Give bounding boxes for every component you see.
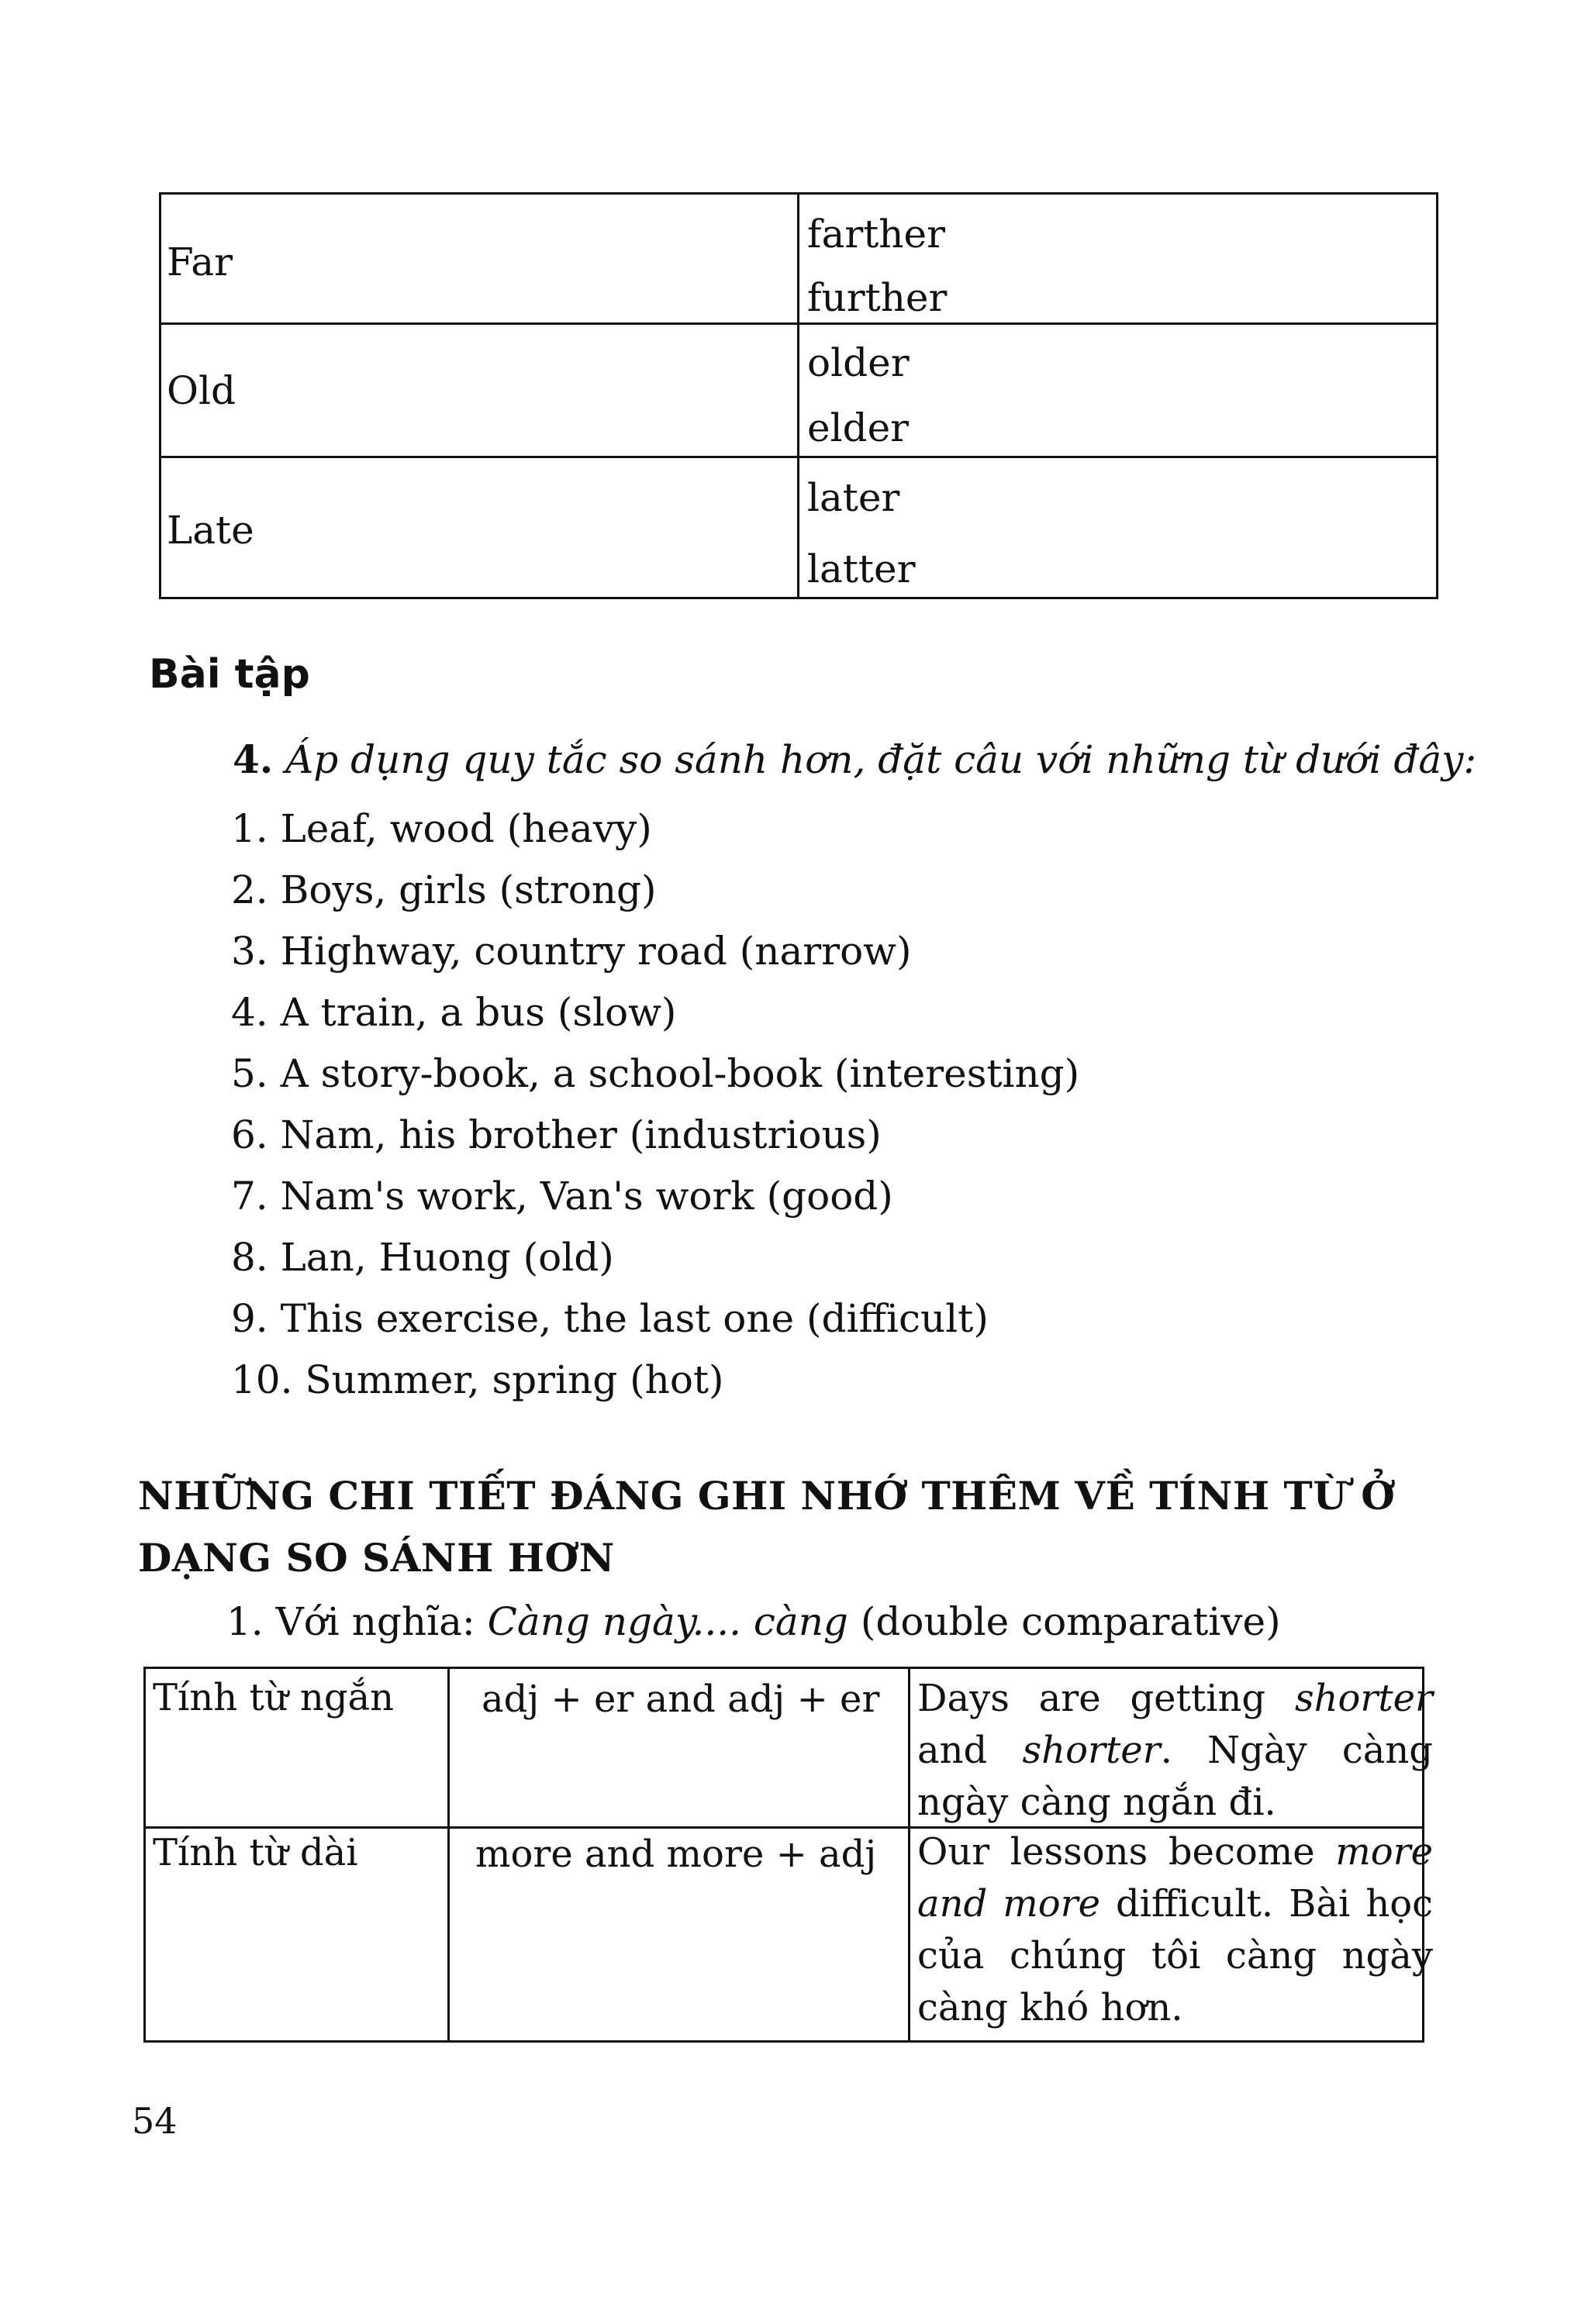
list-item: 8. Lan, Huong (old)	[231, 1235, 614, 1280]
example-emphasis: more and more	[917, 1830, 1433, 1926]
table-rule	[143, 1667, 1424, 1669]
meaning-line	[226, 1597, 1281, 1646]
page-number: 54	[132, 2100, 178, 2142]
double-comparative-table	[143, 1667, 1434, 2046]
list-item: 9. This exercise, the last one (difficult)	[231, 1296, 989, 1341]
table-rule	[143, 1667, 146, 2043]
exercise-heading: Bài tập	[149, 651, 310, 698]
table-rule	[1436, 192, 1438, 599]
irregular-comparatives-table	[159, 192, 1438, 603]
example-text: difficult. Bài học của chúng tôi càng ngày càng khó hơn.	[917, 1882, 1434, 2029]
table-cell-form: later	[807, 475, 900, 520]
table-cell-type: Tính từ dài	[153, 1831, 358, 1874]
table-cell-form: further	[807, 275, 948, 320]
table-cell-formula: adj + er and adj + er	[482, 1677, 880, 1721]
example-emphasis: shorter	[1294, 1677, 1433, 1720]
example-text: Days are getting	[917, 1677, 1295, 1720]
table-rule	[447, 1667, 450, 2043]
meaning-suffix: (double comparative)	[848, 1599, 1281, 1644]
list-item: 1. Leaf, wood (heavy)	[231, 806, 652, 851]
table-rule	[143, 2040, 1424, 2043]
example-text: . Ngày càng ngày càng ngắn đi.	[917, 1729, 1434, 1824]
meaning-prefix: 1. Với nghĩa:	[226, 1599, 488, 1644]
list-item: 2. Boys, girls (strong)	[231, 867, 657, 912]
table-cell-formula: more and more + adj	[475, 1833, 877, 1876]
table-cell-example	[917, 1826, 1433, 2034]
table-cell-form: elder	[807, 405, 910, 450]
table-cell-form: farther	[807, 212, 946, 257]
table-cell-type: Tính từ ngắn	[153, 1676, 395, 1719]
section-heading-line: DẠNG SO SÁNH HƠN	[138, 1535, 615, 1581]
list-item: 10. Summer, spring (hot)	[231, 1357, 724, 1402]
table-rule	[797, 192, 799, 599]
example-emphasis: shorter	[1022, 1729, 1161, 1772]
exercise-number: 4.	[233, 736, 274, 782]
list-item: 6. Nam, his brother (industrious)	[231, 1112, 882, 1157]
table-cell-base: Far	[167, 240, 233, 284]
section-heading-line: NHỮNG CHI TIẾT ĐÁNG GHI NHỚ THÊM VỀ TÍNH TỪ Ở	[138, 1473, 1396, 1519]
exercise-instruction	[233, 735, 1476, 784]
meaning-italic: Càng ngày.... càng	[487, 1599, 848, 1644]
example-text: Our lessons become	[917, 1830, 1336, 1874]
table-cell-base: Old	[167, 368, 236, 413]
list-item: 5. A story-book, a school-book (interesting)	[231, 1051, 1080, 1096]
exercise-list	[231, 798, 1079, 1411]
table-cell-example	[917, 1673, 1433, 1829]
table-rule	[908, 1667, 910, 2043]
exercise-instruction-text: Áp dụng quy tắc so sánh hơn, đặt câu với những từ dưới đây:	[285, 737, 1477, 782]
list-item: 7. Nam's work, Van's work (good)	[231, 1174, 893, 1219]
table-cell-base: Late	[167, 508, 254, 553]
section-heading	[138, 1465, 1456, 1589]
example-text: and	[917, 1729, 1023, 1772]
list-item: 4. A train, a bus (slow)	[231, 990, 677, 1035]
list-item: 3. Highway, country road (narrow)	[231, 929, 912, 974]
table-rule	[159, 192, 161, 599]
table-cell-form: older	[807, 340, 910, 385]
table-cell-form: latter	[807, 547, 916, 591]
